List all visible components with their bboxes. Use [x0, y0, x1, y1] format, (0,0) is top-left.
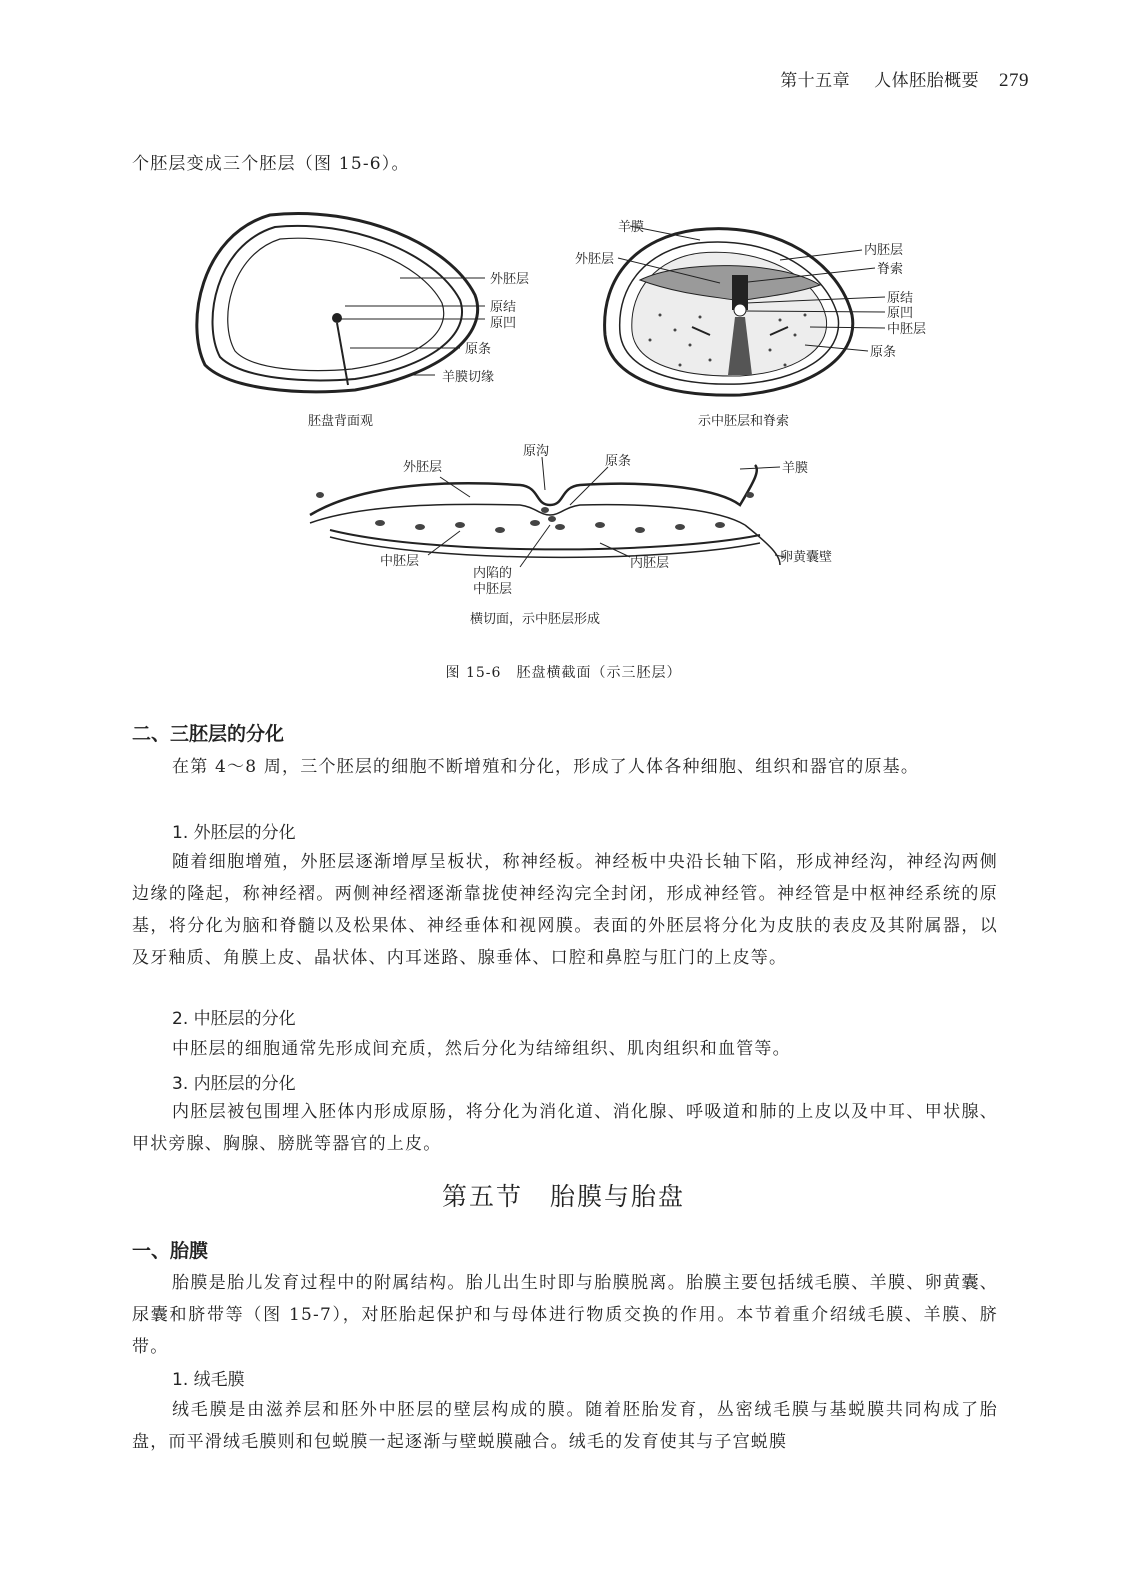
running-head: [780, 66, 1029, 92]
fig-caption-transverse-section: 横切面，示中胚层形成: [470, 612, 601, 627]
fig-label-ectoderm-bottom: 外胚层: [403, 460, 443, 475]
subheading-endoderm: 3. 内胚层的分化: [172, 1074, 296, 1094]
fig-label-mesoderm-right: 中胚层: [887, 322, 927, 337]
fig-label-primitive-streak-left: 原条: [465, 342, 492, 357]
intro-line: 个胚层变成三个胚层（图 15-6）。: [132, 154, 410, 174]
section-title-fetal-membranes-placenta: 第五节 胎膜与胎盘: [441, 1182, 685, 1211]
dorsal-view-diagram: [197, 213, 485, 391]
fig-label-amnion-cut-edge: 羊膜切缘: [442, 370, 495, 385]
fig-label-ectoderm-left: 外胚层: [490, 272, 530, 287]
fig-label-invaginated: 内陷的: [473, 566, 513, 581]
page-number: 279: [999, 70, 1029, 91]
section-heading-fetal-membranes: 一、胎膜: [132, 1240, 209, 1262]
subheading-mesoderm: 2. 中胚层的分化: [172, 1009, 296, 1029]
paragraph-chorion: 绒毛膜是由滋养层和胚外中胚层的壁层构成的膜。随着胚胎发育，丛密绒毛膜与基蜕膜共同构成了胎盘，而平滑绒毛膜则和包蜕膜一起逐渐与壁蜕膜融合。绒毛的发育使其与子宫蜕膜: [132, 1400, 998, 1452]
mesoderm-notochord-diagram: [605, 226, 885, 395]
embryonic-disc-figure: [180, 205, 960, 645]
fig-label-endoderm-right: 内胚层: [864, 243, 904, 258]
fig-label-primitive-groove: 原沟: [523, 444, 550, 459]
section-heading-germ-layer-differentiation: 二、三胚层的分化: [132, 723, 285, 745]
fig-label-amnion-right: 羊膜: [618, 220, 645, 235]
paragraph-germ-layer-intro: 在第 4～8 周，三个胚层的细胞不断增殖和分化，形成了人体各种细胞、组织和器官的原基。: [172, 757, 920, 777]
subheading-chorion: 1. 绒毛膜: [172, 1370, 245, 1390]
paragraph-ectoderm: 随着细胞增殖，外胚层逐渐增厚呈板状，称神经板。神经板中央沿长轴下陷，形成神经沟，神经沟两侧边缘的隆起，称神经褶。两侧神经褶逐渐靠拢使神经沟完全封闭，形成神经管。神经管是中枢神经系统的原基，将分化为脑和脊髓以及松果体、神经垂体和视网膜。表面的外胚层将分化为皮肤的表皮及其附属器，以及牙釉质、角膜上皮、晶状体、内耳迷路、腺垂体、口腔和鼻腔与肛门的上皮等。: [132, 852, 998, 968]
fig-label-endoderm-bottom: 内胚层: [630, 556, 670, 571]
fig-caption-mesoderm-notochord: 示中胚层和脊索: [698, 414, 790, 429]
fig-label-invaginated-mesoderm: 中胚层: [473, 582, 513, 597]
paragraph-fetal-membranes: 胎膜是胎儿发育过程中的附属结构。胎儿出生时即与胎膜脱离。胎膜主要包括绒毛膜、羊膜、卵黄囊、尿囊和脐带等（图 15-7），对胚胎起保护和与母体进行物质交换的作用。本节着重介绍绒毛膜、羊膜、脐带。: [132, 1273, 998, 1357]
fig-label-amnion-bottom: 羊膜: [782, 461, 809, 476]
paragraph-endoderm: 内胚层被包围埋入胚体内形成原肠，将分化为消化道、消化腺、呼吸道和肺的上皮以及中耳、甲状腺、甲状旁腺、胸腺、膀胱等器官的上皮。: [132, 1102, 998, 1154]
chapter-title: 人体胚胎概要: [874, 71, 980, 91]
fig-label-primitive-pit-left: 原凹: [490, 316, 517, 331]
fig-label-primitive-node-right: 原结: [887, 291, 914, 306]
subheading-ectoderm: 1. 外胚层的分化: [172, 823, 296, 843]
fig-caption-dorsal-view: 胚盘背面观: [308, 414, 374, 429]
chapter-number: 第十五章: [780, 71, 851, 91]
fig-label-yolk-sac-wall: 卵黄囊壁: [780, 550, 833, 565]
fig-label-primitive-streak-right: 原条: [870, 345, 897, 360]
fig-label-mesoderm-bottom: 中胚层: [380, 554, 420, 569]
figure-caption: 图 15-6 胚盘横截面（示三胚层）: [445, 665, 682, 681]
fig-label-ectoderm-right: 外胚层: [575, 252, 615, 267]
fig-label-notochord: 脊索: [877, 262, 904, 277]
fig-label-primitive-pit-right: 原凹: [887, 306, 914, 321]
paragraph-mesoderm: 中胚层的细胞通常先形成间充质，然后分化为结缔组织、肌肉组织和血管等。: [172, 1039, 791, 1059]
fig-label-primitive-node-left: 原结: [490, 300, 517, 315]
fig-label-primitive-streak-bottom: 原条: [605, 454, 632, 469]
transverse-section-diagram: [310, 457, 785, 567]
